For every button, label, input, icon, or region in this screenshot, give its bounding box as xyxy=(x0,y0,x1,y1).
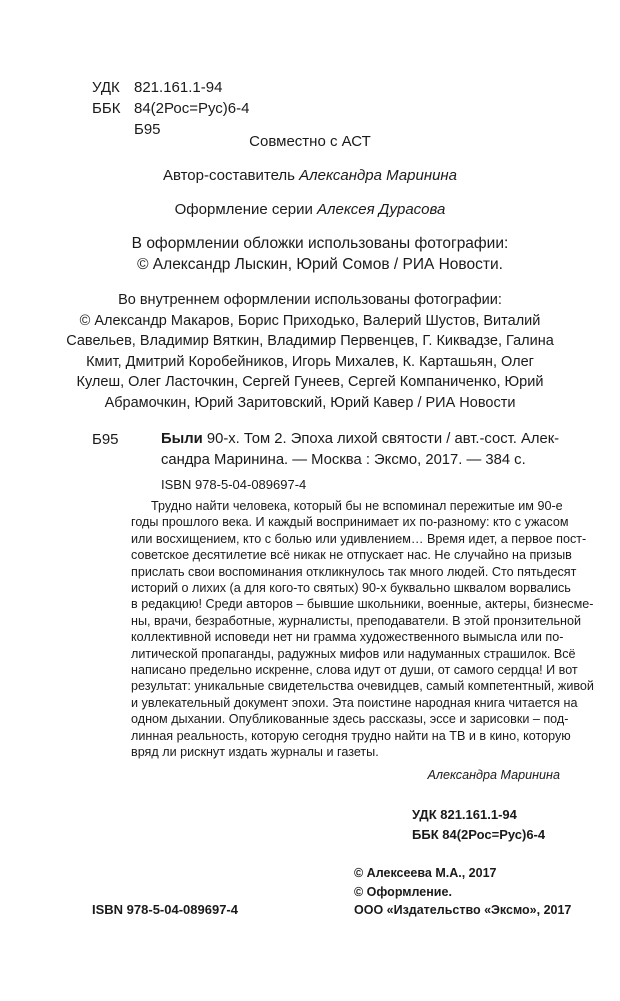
cover-photo-credits xyxy=(0,233,620,275)
inner-photo-line: © Александр Макаров, Борис Приходько, Валерий Шустов, Виталий xyxy=(79,312,541,329)
catalog-line-2: сандра Маринина. — Москва : Эксмо, 2017. — 384 с. xyxy=(161,452,526,468)
annotation-signature: Александра Маринина xyxy=(427,768,560,782)
annotation-line: написано предельно искренне, слова идут от души, от самого сердца! И вот xyxy=(131,663,578,678)
annotation-line: литической пропаганды, радужных мифов или надуманных страшилок. Всё xyxy=(131,646,576,661)
inner-photo-line: Абрамочкин, Юрий Заритовский, Юрий Кавер / РИА Новости xyxy=(104,394,516,411)
annotation-line: и увлекательный документ эпохи. Эта поистине народная книга читается на xyxy=(131,695,578,710)
joint-publisher: Совместно с АСТ xyxy=(249,133,371,150)
copyright-line: ООО «Издательство «Эксмо», 2017 xyxy=(354,903,572,917)
copyright-line: © Оформление. xyxy=(354,884,452,899)
annotation-line: прислать свои воспоминания откликнулось так много людей. Сто пятьдесят xyxy=(131,564,577,579)
inner-photo-line: Кмит, Дмитрий Коробейников, Игорь Михалев, К. Карташьян, Олег xyxy=(86,353,534,370)
udk-label: УДК xyxy=(92,79,120,96)
annotation-line: историй о лихих (а для кого-то святых) 90-х буквально шквалом ворвались xyxy=(131,581,571,596)
catalog-line-1 xyxy=(161,429,561,450)
inner-photo-line: Савельев, Владимир Вяткин, Владимир Первенцев, Г. Киквадзе, Галина xyxy=(66,333,554,349)
footer-bbk: ББК 84(2Рос=Рус)6-4 xyxy=(412,827,546,842)
annotation-line: линная реальность, которую сегодня трудно найти на ТВ и в кино, которую xyxy=(131,728,571,743)
compiler-credit xyxy=(0,165,620,186)
catalog-title: Были xyxy=(161,431,203,447)
compiler-name: Александра Маринина xyxy=(299,167,458,184)
footer-copyrights xyxy=(354,864,571,920)
catalog-mark: Б95 xyxy=(92,431,119,448)
annotation-line: коллективной исповеди нет ни грамма художественного вымысла или по- xyxy=(131,630,564,645)
design-credit xyxy=(0,199,620,220)
footer-classification xyxy=(412,805,545,845)
annotation-line: или восхищением, кто с болью или удивлением… Время идет, а первое пост- xyxy=(131,531,587,546)
bbk-value: 84(2Рос=Рус)6-4 xyxy=(134,100,250,117)
design-prefix: Оформление серии xyxy=(174,201,318,218)
annotation-line: Трудно найти человека, который бы не вспоминал пережитые им 90-е xyxy=(151,499,563,513)
footer-isbn: ISBN 978-5-04-089697-4 xyxy=(92,902,238,917)
annotation xyxy=(131,498,594,761)
udk-value: 821.161.1-94 xyxy=(134,79,223,96)
annotation-line: одном дыхании. Опубликованные здесь рассказы, эссе и зарисовки – под- xyxy=(131,712,569,727)
inner-photo-line: Кулеш, Олег Ласточкин, Сергей Гунеев, Сергей Компаниченко, Юрий xyxy=(76,374,544,390)
bbk-label: ББК xyxy=(92,100,121,117)
bbk-row xyxy=(92,98,249,119)
design-name: Алексея Дурасова xyxy=(317,201,446,218)
cover-photo-line: © Александр Лыскин, Юрий Сомов / РИА Новости. xyxy=(137,256,503,273)
inner-photo-credits xyxy=(0,290,620,413)
annotation-line: ны, врачи, безработные, журналисты, преподаватели. В этой пронзительной xyxy=(131,613,582,628)
catalog-record xyxy=(161,429,561,471)
author-mark: Б95 xyxy=(134,121,161,138)
annotation-line: годы прошлого века. И каждый воспринимает их по-разному: кто с ужасом xyxy=(131,515,569,530)
cover-photo-line: В оформлении обложки использованы фотографии: xyxy=(131,235,509,252)
copyright-line: © Алексеева М.А., 2017 xyxy=(354,866,497,880)
annotation-line: советское десятилетие всё никак не отпускает нас. Не случайно на призыв xyxy=(131,548,572,563)
footer-udk: УДК 821.161.1-94 xyxy=(412,807,517,822)
compiler-prefix: Автор-составитель xyxy=(162,167,300,184)
catalog-line-1-rest: 90-х. Том 2. Эпоха лихой святости / авт.-сост. Алек- xyxy=(202,431,560,447)
inner-photo-line: Во внутреннем оформлении использованы фотографии: xyxy=(118,292,502,308)
udk-row xyxy=(92,77,249,98)
annotation-line: в редакцию! Среди авторов – бывшие школьники, военные, актеры, бизнесме- xyxy=(131,597,594,612)
catalog-isbn: ISBN 978-5-04-089697-4 xyxy=(161,477,307,492)
annotation-line: вряд ли рискнут издать журналы и газеты. xyxy=(131,745,379,760)
annotation-line: результат: уникальные свидетельства очевидцев, самый компетентный, живой xyxy=(131,679,594,694)
